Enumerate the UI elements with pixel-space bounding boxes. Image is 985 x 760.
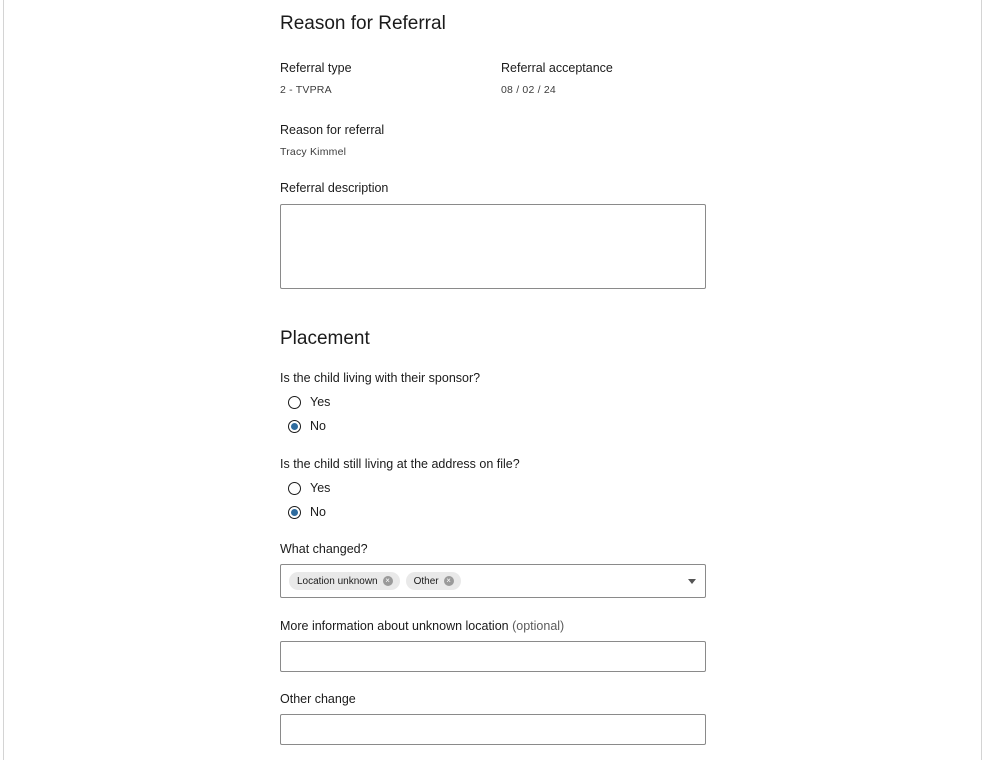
radio-selected-dot xyxy=(291,423,298,430)
radio-icon[interactable] xyxy=(288,420,301,433)
chip-label: Other xyxy=(413,575,439,587)
more-info-label-text: More information about unknown location xyxy=(280,619,509,633)
referral-acceptance-label: Referral acceptance xyxy=(501,61,613,75)
radio-label-no: No xyxy=(310,505,326,519)
radio-label-yes: Yes xyxy=(310,395,331,409)
radio-icon[interactable] xyxy=(288,396,301,409)
radio-selected-dot xyxy=(291,509,298,516)
reason-for-referral-value: Tracy Kimmel xyxy=(280,146,347,158)
other-change-label: Other change xyxy=(280,692,356,706)
sponsor-question-label: Is the child living with their sponsor? xyxy=(280,371,481,385)
radio-label-yes: Yes xyxy=(310,481,331,495)
address-radio-no[interactable] xyxy=(288,505,326,519)
optional-hint: (optional) xyxy=(512,619,565,633)
chip-location-unknown xyxy=(289,572,400,590)
referral-acceptance-value: 08 / 02 / 24 xyxy=(501,84,556,96)
section-title-placement: Placement xyxy=(280,328,370,349)
more-info-input[interactable] xyxy=(280,641,706,672)
close-circle-icon[interactable]: × xyxy=(383,576,393,586)
radio-label-no: No xyxy=(310,419,326,433)
radio-icon[interactable] xyxy=(288,482,301,495)
what-changed-multiselect[interactable] xyxy=(280,564,706,598)
section-title-reason: Reason for Referral xyxy=(280,13,446,34)
chip-other xyxy=(406,572,461,590)
referral-type-value: 2 - TVPRA xyxy=(280,84,332,96)
address-question-label: Is the child still living at the address on file? xyxy=(280,457,520,471)
sponsor-radio-no[interactable] xyxy=(288,419,326,433)
referral-description-textarea[interactable] xyxy=(280,204,706,289)
chevron-down-icon[interactable] xyxy=(688,579,696,584)
close-circle-icon[interactable]: × xyxy=(444,576,454,586)
other-change-input[interactable] xyxy=(280,714,706,745)
sponsor-radio-yes[interactable] xyxy=(288,395,330,409)
chip-label: Location unknown xyxy=(297,575,378,587)
reason-for-referral-label: Reason for referral xyxy=(280,123,385,137)
radio-icon[interactable] xyxy=(288,506,301,519)
referral-type-label: Referral type xyxy=(280,61,352,75)
referral-description-label: Referral description xyxy=(280,181,389,195)
address-radio-yes[interactable] xyxy=(288,481,330,495)
what-changed-label: What changed? xyxy=(280,542,368,556)
more-info-label xyxy=(280,619,564,633)
